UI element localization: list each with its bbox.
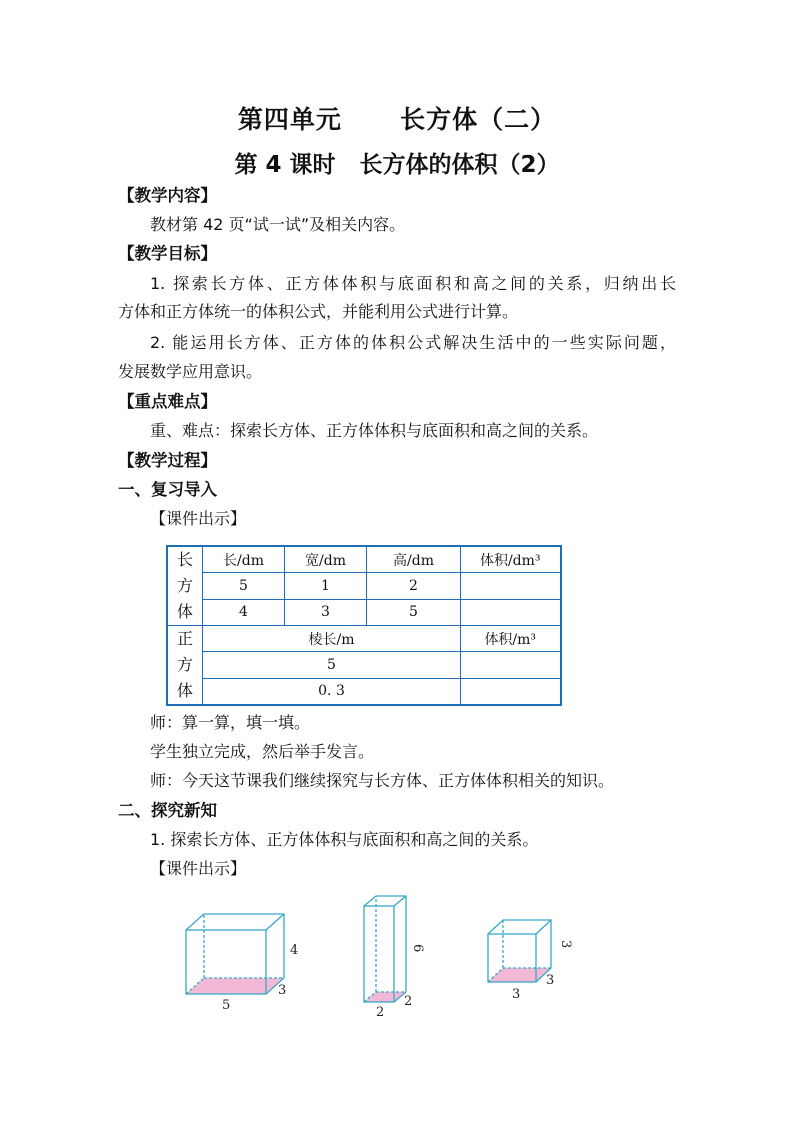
process-heading: 【教学过程】 xyxy=(118,451,217,470)
fig3-height-label: 3 xyxy=(558,940,573,949)
cuboid-row-label: 长 方 体 xyxy=(167,546,203,626)
table-cell: 3 xyxy=(285,599,367,625)
part-1-heading: 一、复习导入 xyxy=(118,480,217,499)
fig1-height-label: 4 xyxy=(290,943,299,958)
teacher-line-2: 师：今天这节课我们继续探究与长方体、正方体体积相关的知识。 xyxy=(150,771,615,790)
explore-step-1: 1. 探索长方体、正方体体积与底面积和高之间的关系。 xyxy=(150,830,539,849)
courseware-label-1: 【课件出示】 xyxy=(150,509,247,528)
students-line: 学生独立完成，然后举手发言。 xyxy=(150,742,375,761)
cube-figure-3 xyxy=(488,920,551,982)
content-heading: 【教学内容】 xyxy=(118,186,217,205)
table-cell: 5 xyxy=(367,599,461,625)
courseware-label-2: 【课件出示】 xyxy=(150,859,247,878)
unit-title: 第四单元 长方体（二） xyxy=(237,105,557,134)
header-height: 高/dm xyxy=(367,546,461,573)
cuboid-figure-1 xyxy=(186,914,284,994)
goal-1-line-1: 1. 探索长方体、正方体体积与底面积和高之间的关系，归纳出长 xyxy=(150,274,676,293)
cuboid-figure-2 xyxy=(364,896,406,1002)
goal-2-line-1: 2. 能运用长方体、正方体的体积公式解决生活中的一些实际问题， xyxy=(150,333,676,352)
key-points-text: 重、难点：探索长方体、正方体体积与底面积和高之间的关系。 xyxy=(150,421,599,440)
header-cube-volume: 体积/m³ xyxy=(461,626,561,652)
part-2-heading: 二、探究新知 xyxy=(118,801,217,820)
cuboid-figures xyxy=(170,888,590,1023)
fig2-width-label: 2 xyxy=(404,994,413,1009)
answer-cell xyxy=(461,652,561,678)
key-points-heading: 【重点难点】 xyxy=(118,392,217,411)
table-cell: 5 xyxy=(203,652,461,678)
goals-heading: 【教学目标】 xyxy=(118,244,217,263)
table-cell: 1 xyxy=(285,573,367,599)
content-text: 教材第 42 页“试一试”及相关内容。 xyxy=(150,215,406,234)
goal-1-line-2: 方体和正方体统一的体积公式，并能利用公式进行计算。 xyxy=(118,302,519,321)
header-volume: 体积/dm³ xyxy=(461,546,561,573)
fig2-height-label: 6 xyxy=(410,944,425,953)
fig1-width-label: 3 xyxy=(278,983,287,998)
fig3-length-label: 3 xyxy=(512,987,521,1002)
review-table xyxy=(166,545,562,706)
teacher-line-1: 师：算一算，填一填。 xyxy=(150,713,311,732)
table-cell: 5 xyxy=(203,573,285,599)
table-cell: 4 xyxy=(203,599,285,625)
fig1-length-label: 5 xyxy=(222,998,231,1013)
lesson-title: 第 4 课时 长方体的体积（2） xyxy=(234,152,560,178)
fig2-length-label: 2 xyxy=(376,1005,385,1020)
header-length: 长/dm xyxy=(203,546,285,573)
header-width: 宽/dm xyxy=(285,546,367,573)
answer-cell xyxy=(461,678,561,705)
cube-row-label: 正 方 体 xyxy=(167,626,203,706)
goal-2-line-2: 发展数学应用意识。 xyxy=(118,362,263,381)
header-edge: 棱长/m xyxy=(203,626,461,652)
table-cell: 2 xyxy=(367,573,461,599)
table-cell: 0. 3 xyxy=(203,678,461,705)
answer-cell xyxy=(461,573,561,599)
answer-cell xyxy=(461,599,561,625)
fig3-width-label: 3 xyxy=(546,973,555,988)
